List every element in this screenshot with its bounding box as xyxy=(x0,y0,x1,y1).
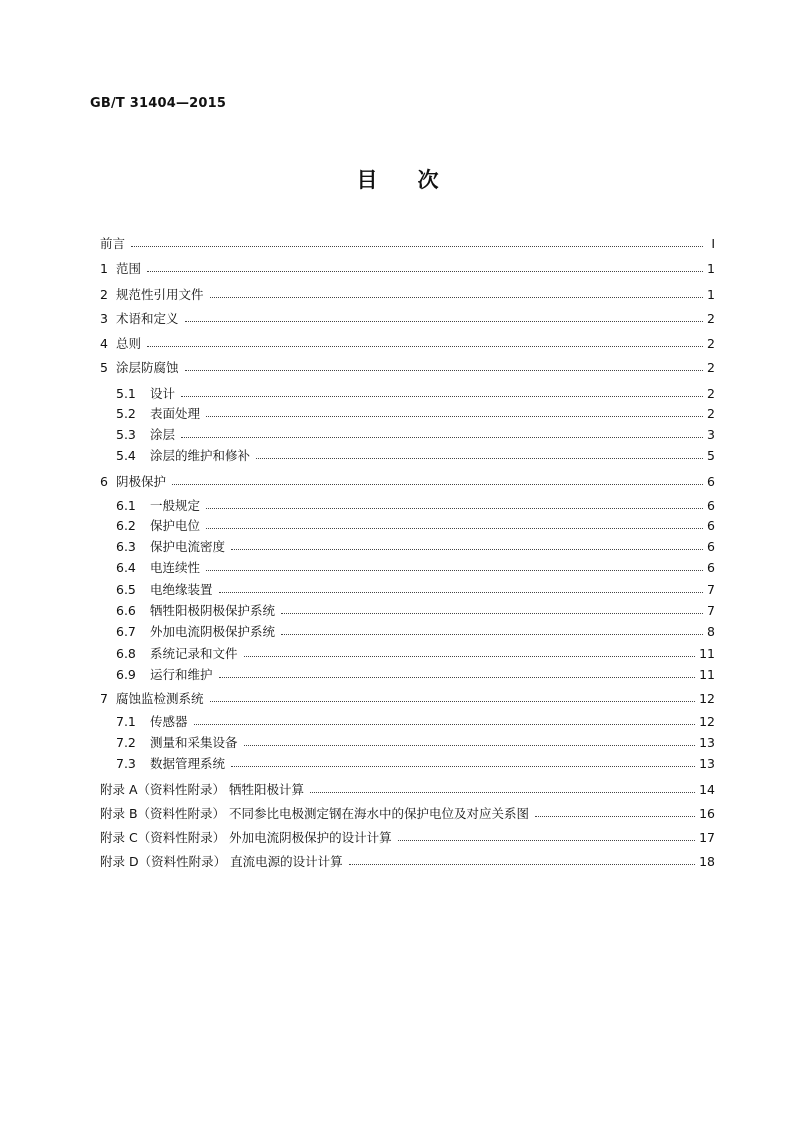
toc-entry-page: 5 xyxy=(707,447,715,463)
toc-entry-page: 16 xyxy=(699,805,715,821)
toc-entry-page: 1 xyxy=(707,286,715,302)
toc-entry-label: 附录 C（资料性附录） 外加电流阴极保护的设计计算 xyxy=(100,829,392,845)
toc-entry-page: 12 xyxy=(699,690,715,706)
dot-leader xyxy=(219,676,696,678)
toc-entry-label: 总则 xyxy=(116,335,142,351)
toc-entry-number: 3 xyxy=(100,310,108,326)
dot-leader xyxy=(231,765,695,767)
toc-entry-label: 表面处理 xyxy=(150,405,201,421)
toc-entry-number: 5.1 xyxy=(116,385,136,401)
toc-entry-label: 涂层 xyxy=(150,426,176,442)
toc-entry-number: 6.2 xyxy=(116,517,136,533)
toc-entry-number: 5 xyxy=(100,359,108,375)
toc-entry[interactable] xyxy=(116,533,715,553)
toc-entry-page: 6 xyxy=(707,497,715,513)
toc-entry-label: 一般规定 xyxy=(150,497,201,513)
toc-entry[interactable] xyxy=(116,640,715,660)
standard-code: GB/T 31404—2015 xyxy=(90,96,227,111)
toc-entry[interactable] xyxy=(100,281,715,301)
dot-leader xyxy=(281,633,703,635)
dot-leader xyxy=(535,815,695,817)
toc-entry-page: Ⅰ xyxy=(711,235,715,251)
toc-entry[interactable] xyxy=(116,750,715,770)
dot-leader xyxy=(231,548,703,550)
dot-leader xyxy=(398,839,695,841)
toc-entry-number: 5.4 xyxy=(116,447,136,463)
dot-leader xyxy=(256,457,703,459)
toc-entry-label: 外加电流阴极保护系统 xyxy=(150,623,276,639)
toc-entry-label: 腐蚀监检测系统 xyxy=(116,690,204,706)
toc-entry-label: 术语和定义 xyxy=(116,310,179,326)
dot-leader xyxy=(244,655,696,657)
dot-leader xyxy=(181,395,703,397)
toc-entry-page: 7 xyxy=(707,602,715,618)
toc-entry-label: 前言 xyxy=(100,235,126,251)
toc-entry-label: 规范性引用文件 xyxy=(116,286,204,302)
toc-entry-label: 系统记录和文件 xyxy=(150,645,238,661)
toc-entry[interactable] xyxy=(100,685,715,705)
dot-leader xyxy=(185,369,703,371)
toc-entry-number: 4 xyxy=(100,335,108,351)
toc-entry[interactable] xyxy=(116,729,715,749)
toc-entry-page: 8 xyxy=(707,623,715,639)
toc-entry[interactable] xyxy=(100,848,715,868)
dot-leader xyxy=(147,345,703,347)
toc-entry-label: 阴极保护 xyxy=(116,473,167,489)
dot-leader xyxy=(244,744,696,746)
dot-leader xyxy=(219,591,703,593)
toc-entry-page: 2 xyxy=(707,359,715,375)
toc-entry[interactable] xyxy=(116,400,715,420)
toc-entry-label: 数据管理系统 xyxy=(150,755,226,771)
toc-entry-page: 14 xyxy=(699,781,715,797)
dot-leader xyxy=(310,791,695,793)
toc-entry-label: 设计 xyxy=(150,385,176,401)
dot-leader xyxy=(210,296,703,298)
dot-leader xyxy=(185,320,703,322)
dot-leader xyxy=(181,436,703,438)
toc-entry-number: 6.9 xyxy=(116,666,136,682)
toc-entry[interactable] xyxy=(116,492,715,512)
toc-entry[interactable] xyxy=(100,230,715,250)
toc-entry[interactable] xyxy=(116,661,715,681)
toc-entry-label: 测量和采集设备 xyxy=(150,734,238,750)
toc-entry[interactable] xyxy=(100,255,715,275)
toc-entry[interactable] xyxy=(116,554,715,574)
toc-entry-page: 12 xyxy=(699,713,715,729)
toc-entry-page: 2 xyxy=(707,385,715,401)
toc-entry[interactable] xyxy=(100,354,715,374)
toc-entry-page: 17 xyxy=(699,829,715,845)
dot-leader xyxy=(210,700,696,702)
dot-leader xyxy=(194,723,696,725)
toc-entry-label: 保护电流密度 xyxy=(150,538,226,554)
dot-leader xyxy=(206,527,703,529)
toc-entry-page: 2 xyxy=(707,310,715,326)
toc-entry-number: 6.3 xyxy=(116,538,136,554)
toc-entry-page: 2 xyxy=(707,405,715,421)
toc-entry-number: 6.5 xyxy=(116,581,136,597)
toc-entry[interactable] xyxy=(116,512,715,532)
dot-leader xyxy=(206,507,703,509)
toc-entry[interactable] xyxy=(100,776,715,796)
toc-entry-label: 范围 xyxy=(116,260,142,276)
dot-leader xyxy=(349,863,696,865)
toc-entry[interactable] xyxy=(100,305,715,325)
toc-entry-page: 11 xyxy=(699,645,715,661)
toc-entry-number: 6.4 xyxy=(116,559,136,575)
dot-leader xyxy=(172,483,703,485)
toc-entry-page: 7 xyxy=(707,581,715,597)
page-title: 目次 xyxy=(356,168,479,192)
toc-entry-page: 13 xyxy=(699,734,715,750)
toc-entry-label: 电绝缘装置 xyxy=(150,581,213,597)
toc-entry-number: 6.7 xyxy=(116,623,136,639)
toc-entry-number: 7 xyxy=(100,690,108,706)
toc-entry-page: 6 xyxy=(707,538,715,554)
toc-entry-number: 6.6 xyxy=(116,602,136,618)
toc-entry-label: 保护电位 xyxy=(150,517,201,533)
toc-entry-page: 6 xyxy=(707,517,715,533)
toc-entry-label: 运行和维护 xyxy=(150,666,213,682)
toc-entry-label: 涂层防腐蚀 xyxy=(116,359,179,375)
toc-entry-page: 3 xyxy=(707,426,715,442)
toc-entry[interactable] xyxy=(116,421,715,441)
toc-entry-label: 涂层的维护和修补 xyxy=(150,447,251,463)
toc-entry[interactable] xyxy=(116,380,715,400)
toc-entry-number: 2 xyxy=(100,286,108,302)
toc-entry-number: 5.2 xyxy=(116,405,136,421)
toc-entry[interactable] xyxy=(100,800,715,820)
toc-entry-number: 1 xyxy=(100,260,108,276)
toc-entry[interactable] xyxy=(116,708,715,728)
toc-entry[interactable] xyxy=(100,824,715,844)
toc-entry-label: 附录 B（资料性附录） 不同参比电极测定钢在海水中的保护电位及对应关系图 xyxy=(100,805,530,821)
toc-entry-page: 2 xyxy=(707,335,715,351)
dot-leader xyxy=(147,270,703,272)
toc-entry[interactable] xyxy=(116,576,715,596)
toc-entry[interactable] xyxy=(116,442,715,462)
toc-entry-label: 附录 A（资料性附录） 牺牲阳极计算 xyxy=(100,781,304,797)
toc-entry-number: 6.1 xyxy=(116,497,136,513)
toc-entry-label: 电连续性 xyxy=(150,559,201,575)
toc-entry-number: 5.3 xyxy=(116,426,136,442)
toc-entry-number: 7.1 xyxy=(116,713,136,729)
toc-entry[interactable] xyxy=(100,468,715,488)
dot-leader xyxy=(281,612,703,614)
toc-entry-page: 6 xyxy=(707,559,715,575)
toc-entry-number: 6 xyxy=(100,473,108,489)
toc-entry[interactable] xyxy=(116,597,715,617)
dot-leader xyxy=(206,415,703,417)
dot-leader xyxy=(206,569,703,571)
toc-entry-label: 传感器 xyxy=(150,713,188,729)
toc-entry[interactable] xyxy=(100,330,715,350)
toc-entry-number: 7.2 xyxy=(116,734,136,750)
toc-entry-page: 11 xyxy=(699,666,715,682)
toc-entry-label: 牺牲阳极阴极保护系统 xyxy=(150,602,276,618)
toc-entry-label: 附录 D（资料性附录） 直流电源的设计计算 xyxy=(100,853,343,869)
toc-entry-number: 7.3 xyxy=(116,755,136,771)
toc-entry-page: 18 xyxy=(699,853,715,869)
toc-entry-page: 1 xyxy=(707,260,715,276)
toc-entry-page: 6 xyxy=(707,473,715,489)
toc-entry[interactable] xyxy=(116,618,715,638)
toc-entry-number: 6.8 xyxy=(116,645,136,661)
toc-entry-page: 13 xyxy=(699,755,715,771)
dot-leader xyxy=(131,245,703,247)
